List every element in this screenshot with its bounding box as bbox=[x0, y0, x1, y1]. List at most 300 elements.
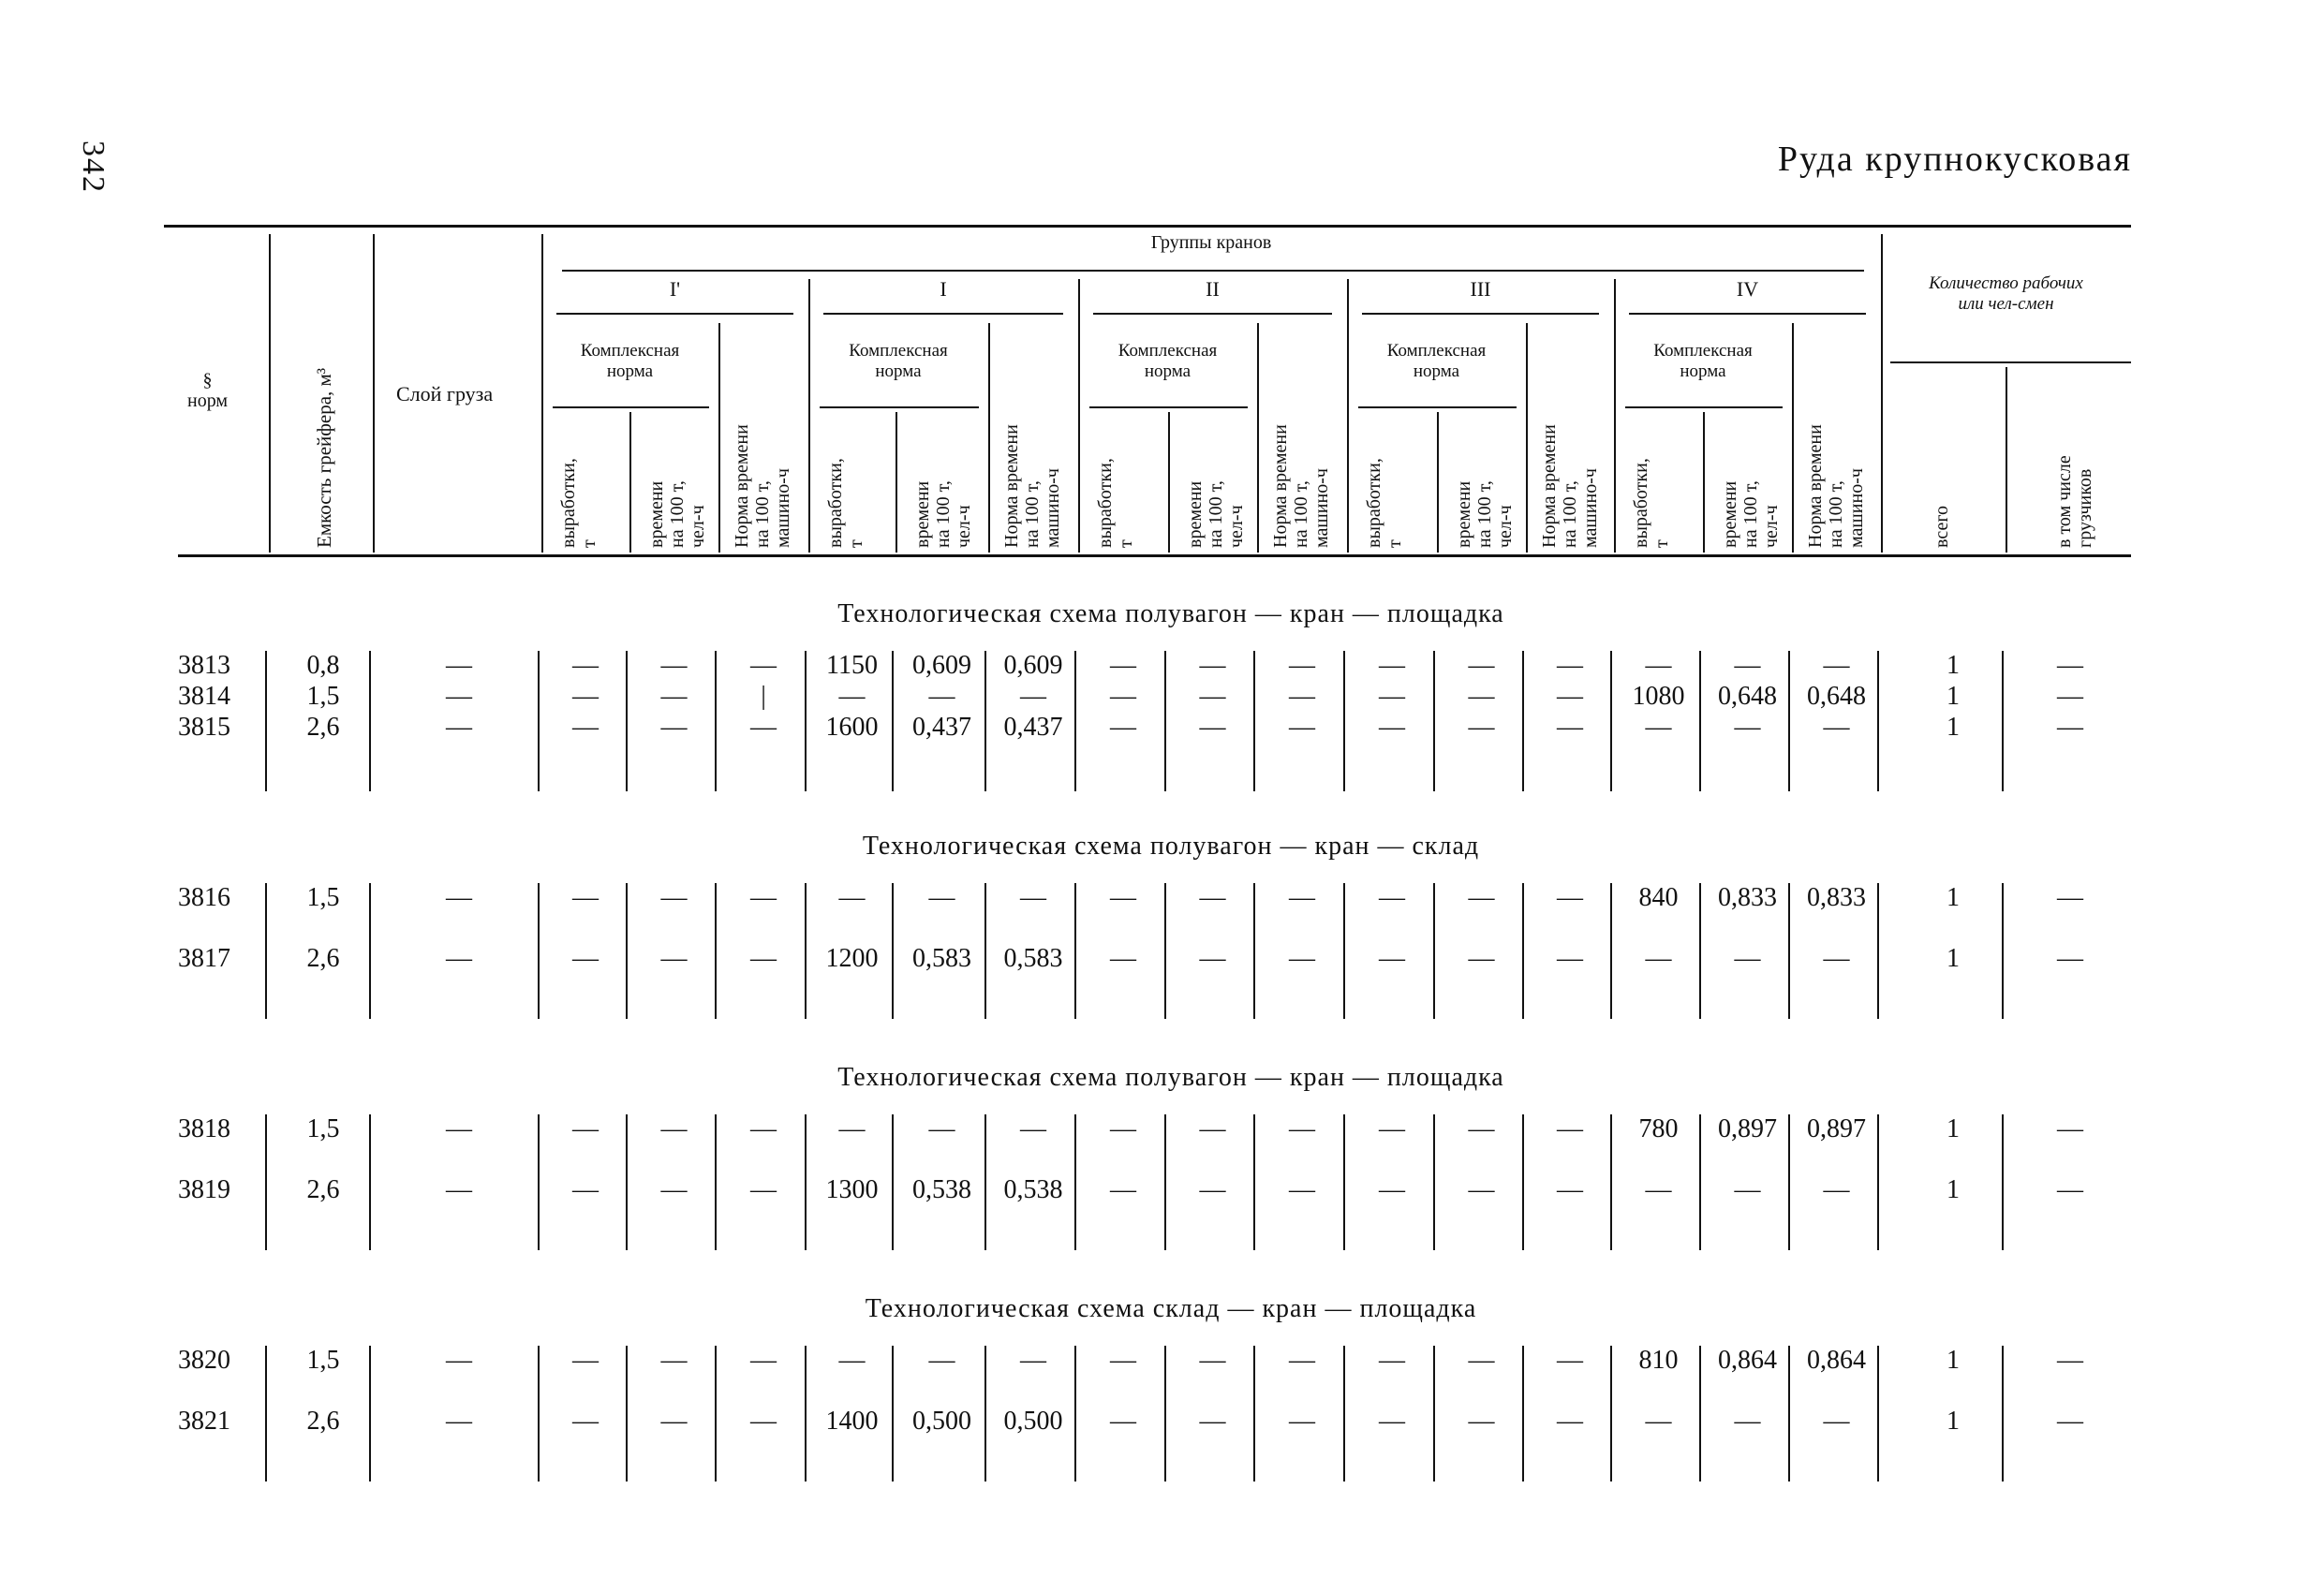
body-divider-2-13 bbox=[1522, 1114, 1524, 1250]
sub-time-2: времени на 100 т, чел-ч bbox=[1185, 480, 1247, 548]
table-cell: — bbox=[1110, 713, 1136, 742]
table-cell: — bbox=[1199, 944, 1226, 973]
header-divider-2 bbox=[541, 234, 543, 553]
grab-capacity: 2,6 bbox=[306, 713, 340, 742]
cargo-layer: — bbox=[446, 1346, 472, 1375]
table-cell: 0,897 bbox=[1718, 1114, 1777, 1143]
table-cell: — bbox=[1823, 1175, 1850, 1204]
groups-title: Группы кранов bbox=[1150, 232, 1272, 253]
table-cell: — bbox=[1379, 944, 1405, 973]
table-cell: — bbox=[1734, 1407, 1761, 1436]
table-cell: — bbox=[660, 944, 688, 973]
table-cell: — bbox=[1557, 883, 1583, 912]
body-divider-0-18 bbox=[2002, 651, 2004, 791]
table-cell: 810 bbox=[1638, 1346, 1679, 1375]
workers-loaders: — bbox=[2057, 1346, 2083, 1375]
sub-machine-1: Норма времени на 100 т, машино-ч bbox=[1001, 424, 1063, 548]
table-cell: 0,583 bbox=[1003, 944, 1063, 973]
body-divider-3-11 bbox=[1343, 1346, 1345, 1481]
body-divider-3-4 bbox=[715, 1346, 717, 1481]
sub-divider-2 bbox=[1168, 412, 1170, 553]
workers-loaders: — bbox=[2057, 651, 2083, 680]
sub-machine-2: Норма времени на 100 т, машино-ч bbox=[1270, 424, 1332, 548]
table-cell: — bbox=[660, 651, 688, 680]
table-cell: — bbox=[1199, 1407, 1226, 1436]
sub-output-0: выработки, т bbox=[558, 458, 600, 548]
body-divider-2-2 bbox=[538, 1114, 540, 1250]
header-divider-0 bbox=[269, 234, 271, 553]
header-divider-1 bbox=[373, 234, 375, 553]
sub-output-2: выработки, т bbox=[1095, 458, 1136, 548]
group-rule-1 bbox=[823, 313, 1063, 315]
cargo-layer: — bbox=[446, 1407, 472, 1436]
table-cell: — bbox=[572, 682, 599, 711]
table-cell: — bbox=[1289, 651, 1315, 680]
table-cell: — bbox=[1020, 883, 1046, 912]
complex-norm-rule-2 bbox=[1089, 406, 1248, 408]
body-divider-0-9 bbox=[1164, 651, 1166, 791]
workers-loaders: — bbox=[2057, 883, 2083, 912]
header-grab: Емкость грейфера, м³ bbox=[313, 367, 335, 548]
body-divider-1-16 bbox=[1788, 883, 1790, 1019]
body-divider-2-12 bbox=[1433, 1114, 1435, 1250]
body-divider-0-10 bbox=[1253, 651, 1255, 791]
sub-output-3: выработки, т bbox=[1364, 458, 1405, 548]
complex-norm-label-2: Комплексная норма bbox=[1118, 341, 1218, 381]
complex-norm-divider-0 bbox=[718, 323, 720, 553]
table-cell: — bbox=[1468, 682, 1495, 711]
table-top-rule bbox=[164, 225, 2131, 228]
table-cell: — bbox=[1734, 944, 1761, 973]
workers-loaders: — bbox=[2057, 682, 2083, 711]
workers-title-rule bbox=[1890, 361, 2131, 363]
table-cell: — bbox=[750, 944, 777, 973]
body-divider-2-5 bbox=[805, 1114, 807, 1250]
group-label-4: IV bbox=[1736, 277, 1759, 301]
body-divider-3-13 bbox=[1522, 1346, 1524, 1481]
table-cell: — bbox=[928, 682, 955, 711]
table-cell: — bbox=[1468, 1114, 1495, 1143]
norm-number: 3816 bbox=[178, 883, 230, 912]
body-divider-2-11 bbox=[1343, 1114, 1345, 1250]
sub-machine-3: Норма времени на 100 т, машино-ч bbox=[1539, 424, 1601, 548]
grab-capacity: 1,5 bbox=[306, 883, 340, 912]
complex-norm-label-1: Комплексная норма bbox=[849, 341, 948, 381]
table-cell: 0,648 bbox=[1718, 682, 1777, 711]
grab-capacity: 1,5 bbox=[306, 1114, 340, 1143]
table-cell: — bbox=[660, 883, 688, 912]
sub-divider-0 bbox=[629, 412, 631, 553]
body-divider-1-0 bbox=[265, 883, 267, 1019]
table-cell: — bbox=[1823, 1407, 1850, 1436]
body-divider-0-14 bbox=[1610, 651, 1612, 791]
table-cell: — bbox=[1645, 1407, 1672, 1436]
table-cell: — bbox=[928, 1114, 955, 1143]
table-cell: 0,500 bbox=[912, 1407, 971, 1436]
body-divider-3-0 bbox=[265, 1346, 267, 1481]
body-divider-1-12 bbox=[1433, 883, 1435, 1019]
body-divider-0-12 bbox=[1433, 651, 1435, 791]
group-label-3: III bbox=[1470, 277, 1491, 301]
table-cell: — bbox=[1379, 883, 1405, 912]
cargo-layer: — bbox=[446, 883, 472, 912]
body-divider-2-6 bbox=[892, 1114, 894, 1250]
sub-output-1: выработки, т bbox=[825, 458, 866, 548]
body-divider-0-2 bbox=[538, 651, 540, 791]
table-cell: — bbox=[1379, 682, 1405, 711]
table-cell: 0,609 bbox=[1003, 651, 1063, 680]
table-cell: — bbox=[1645, 944, 1672, 973]
cargo-layer: — bbox=[446, 682, 472, 711]
sub-time-4: времени на 100 т, чел-ч bbox=[1720, 480, 1782, 548]
body-divider-3-1 bbox=[369, 1346, 371, 1481]
table-cell: — bbox=[1379, 1175, 1405, 1204]
grab-capacity: 2,6 bbox=[306, 1175, 340, 1204]
table-cell: — bbox=[1289, 1346, 1315, 1375]
group-label-1: I bbox=[940, 277, 947, 301]
page-number: 342 bbox=[76, 140, 111, 194]
table-cell: — bbox=[750, 1175, 777, 1204]
table-cell: — bbox=[572, 1114, 599, 1143]
sub-divider-4 bbox=[1703, 412, 1705, 553]
table-cell: — bbox=[1020, 1114, 1046, 1143]
body-divider-2-1 bbox=[369, 1114, 371, 1250]
workers-loaders: — bbox=[2057, 1175, 2083, 1204]
table-cell: 0,833 bbox=[1718, 883, 1777, 912]
body-divider-1-7 bbox=[984, 883, 986, 1019]
group-divider-1 bbox=[808, 279, 810, 553]
workers-loaders: — bbox=[2057, 713, 2083, 742]
table-cell: — bbox=[1199, 1346, 1226, 1375]
table-cell: — bbox=[838, 883, 866, 912]
table-cell: — bbox=[572, 1346, 599, 1375]
table-cell: — bbox=[750, 883, 777, 912]
sub-machine-0: Норма времени на 100 т, машино-ч bbox=[732, 424, 793, 548]
header-workers: Количество рабочих или чел-смен bbox=[1929, 273, 2083, 314]
body-divider-0-5 bbox=[805, 651, 807, 791]
body-divider-1-5 bbox=[805, 883, 807, 1019]
workers-total: 1 bbox=[1947, 1346, 1960, 1375]
grab-capacity: 1,5 bbox=[306, 1346, 340, 1375]
table-cell: 1080 bbox=[1632, 682, 1685, 711]
sub-time-1: времени на 100 т, чел-ч bbox=[912, 480, 974, 548]
table-cell: — bbox=[1734, 713, 1761, 742]
groups-title-rule bbox=[562, 270, 1864, 272]
table-cell: — bbox=[1468, 1407, 1495, 1436]
body-divider-2-14 bbox=[1610, 1114, 1612, 1250]
workers-total: 1 bbox=[1947, 1407, 1960, 1436]
cargo-layer: — bbox=[446, 651, 472, 680]
body-divider-1-10 bbox=[1253, 883, 1255, 1019]
group-divider-4 bbox=[1614, 279, 1616, 553]
body-divider-2-10 bbox=[1253, 1114, 1255, 1250]
body-divider-3-3 bbox=[626, 1346, 628, 1481]
body-divider-0-16 bbox=[1788, 651, 1790, 791]
body-divider-0-0 bbox=[265, 651, 267, 791]
body-divider-3-8 bbox=[1074, 1346, 1076, 1481]
table-cell: 1400 bbox=[825, 1407, 879, 1436]
table-cell: — bbox=[660, 713, 688, 742]
body-divider-3-18 bbox=[2002, 1346, 2004, 1481]
group-rule-2 bbox=[1093, 313, 1332, 315]
table-cell: 0,500 bbox=[1003, 1407, 1063, 1436]
cargo-layer: — bbox=[446, 1175, 472, 1204]
body-divider-2-0 bbox=[265, 1114, 267, 1250]
header-layer: Слой груза bbox=[396, 382, 494, 405]
table-cell: 0,538 bbox=[1003, 1175, 1063, 1204]
body-divider-3-2 bbox=[538, 1346, 540, 1481]
table-cell: — bbox=[1468, 651, 1495, 680]
table-cell: 1200 bbox=[825, 944, 879, 973]
table-cell: — bbox=[1379, 713, 1405, 742]
body-divider-0-11 bbox=[1343, 651, 1345, 791]
table-cell: — bbox=[1557, 944, 1583, 973]
body-divider-1-2 bbox=[538, 883, 540, 1019]
table-cell: — bbox=[1289, 1114, 1315, 1143]
table-cell: — bbox=[1110, 682, 1136, 711]
complex-norm-label-3: Комплексная норма bbox=[1386, 341, 1487, 381]
body-divider-1-8 bbox=[1074, 883, 1076, 1019]
section-title-3: Технологическая схема склад — кран — площадка bbox=[865, 1294, 1477, 1323]
table-cell: — bbox=[572, 713, 599, 742]
body-divider-3-15 bbox=[1699, 1346, 1701, 1481]
workers-total: 1 bbox=[1947, 1114, 1960, 1143]
body-divider-1-14 bbox=[1610, 883, 1612, 1019]
table-cell: — bbox=[1289, 944, 1315, 973]
norm-number: 3820 bbox=[178, 1346, 230, 1375]
workers-loaders: — bbox=[2057, 1407, 2083, 1436]
group-divider-2 bbox=[1078, 279, 1080, 553]
body-divider-1-6 bbox=[892, 883, 894, 1019]
table-cell: 840 bbox=[1638, 883, 1679, 912]
table-cell: — bbox=[1557, 713, 1583, 742]
table-cell: — bbox=[1110, 1346, 1136, 1375]
table-cell: — bbox=[1110, 1407, 1136, 1436]
body-divider-1-3 bbox=[626, 883, 628, 1019]
norm-number: 3813 bbox=[178, 651, 230, 680]
table-cell: — bbox=[1110, 883, 1136, 912]
body-divider-3-7 bbox=[984, 1346, 986, 1481]
table-cell: 0,583 bbox=[912, 944, 971, 973]
body-divider-2-18 bbox=[2002, 1114, 2004, 1250]
group-label-2: II bbox=[1206, 277, 1220, 301]
group-rule-0 bbox=[556, 313, 793, 315]
body-divider-3-12 bbox=[1433, 1346, 1435, 1481]
table-cell: — bbox=[1557, 1175, 1583, 1204]
table-cell: 780 bbox=[1638, 1114, 1679, 1143]
workers-loaders: — bbox=[2057, 1114, 2083, 1143]
header-divider-3 bbox=[1881, 234, 1883, 553]
body-divider-0-15 bbox=[1699, 651, 1701, 791]
norm-number: 3814 bbox=[178, 682, 230, 711]
table-cell: — bbox=[1289, 883, 1315, 912]
workers-total: 1 bbox=[1947, 944, 1960, 973]
body-divider-1-4 bbox=[715, 883, 717, 1019]
table-cell: — bbox=[572, 651, 599, 680]
table-cell: — bbox=[1734, 651, 1761, 680]
cargo-layer: — bbox=[446, 1114, 472, 1143]
table-cell: — bbox=[1823, 713, 1850, 742]
table-cell: 0,609 bbox=[912, 651, 971, 680]
body-divider-0-4 bbox=[715, 651, 717, 791]
table-cell: 0,833 bbox=[1807, 883, 1866, 912]
workers-total: 1 bbox=[1947, 682, 1960, 711]
table-cell: — bbox=[572, 1407, 599, 1436]
table-cell: — bbox=[1199, 1114, 1226, 1143]
table-cell: — bbox=[1557, 651, 1583, 680]
complex-norm-rule-0 bbox=[553, 406, 709, 408]
body-divider-0-6 bbox=[892, 651, 894, 791]
table-cell: — bbox=[1468, 1175, 1495, 1204]
body-divider-2-9 bbox=[1164, 1114, 1166, 1250]
body-divider-3-14 bbox=[1610, 1346, 1612, 1481]
table-cell: — bbox=[1379, 1346, 1405, 1375]
table-cell: — bbox=[750, 1114, 777, 1143]
norm-number: 3817 bbox=[178, 944, 230, 973]
workers-total: 1 bbox=[1947, 651, 1960, 680]
table-cell: — bbox=[838, 1346, 866, 1375]
table-cell: 0,538 bbox=[912, 1175, 971, 1204]
grab-capacity: 1,5 bbox=[306, 682, 340, 711]
grab-capacity: 2,6 bbox=[306, 1407, 340, 1436]
body-divider-2-4 bbox=[715, 1114, 717, 1250]
table-cell: — bbox=[572, 1175, 599, 1204]
table-cell: — bbox=[1734, 1175, 1761, 1204]
cargo-layer: — bbox=[446, 944, 472, 973]
body-divider-2-7 bbox=[984, 1114, 986, 1250]
table-cell: — bbox=[1557, 682, 1583, 711]
table-cell: — bbox=[750, 1407, 777, 1436]
table-cell: — bbox=[1289, 1175, 1315, 1204]
table-cell: — bbox=[838, 1114, 866, 1143]
table-cell: — bbox=[1289, 1407, 1315, 1436]
body-divider-1-11 bbox=[1343, 883, 1345, 1019]
workers-total: 1 bbox=[1947, 713, 1960, 742]
norm-number: 3815 bbox=[178, 713, 230, 742]
table-cell: 1150 bbox=[826, 651, 878, 680]
table-cell: — bbox=[1823, 944, 1850, 973]
table-cell: — bbox=[1645, 1175, 1672, 1204]
group-divider-3 bbox=[1347, 279, 1349, 553]
table-cell: — bbox=[1468, 713, 1495, 742]
table-cell: — bbox=[1289, 713, 1315, 742]
body-divider-1-9 bbox=[1164, 883, 1166, 1019]
norm-number: 3821 bbox=[178, 1407, 230, 1436]
sub-divider-1 bbox=[896, 412, 897, 553]
complex-norm-divider-4 bbox=[1792, 323, 1794, 553]
table-cell: — bbox=[660, 1175, 688, 1204]
section-title-2: Технологическая схема полувагон — кран — площадка bbox=[837, 1063, 1504, 1092]
body-divider-2-15 bbox=[1699, 1114, 1701, 1250]
table-cell: 0,648 bbox=[1807, 682, 1866, 711]
complex-norm-divider-2 bbox=[1257, 323, 1259, 553]
table-cell: — bbox=[928, 1346, 955, 1375]
complex-norm-rule-1 bbox=[820, 406, 979, 408]
header-divider-loaders bbox=[2006, 367, 2007, 553]
sub-output-4: выработки, т bbox=[1631, 458, 1672, 548]
body-divider-2-8 bbox=[1074, 1114, 1076, 1250]
table-cell: — bbox=[572, 944, 599, 973]
complex-norm-label-4: Комплексная норма bbox=[1653, 341, 1753, 381]
body-divider-3-10 bbox=[1253, 1346, 1255, 1481]
table-cell: — bbox=[750, 1346, 777, 1375]
header-norm: § норм bbox=[187, 370, 229, 411]
table-cell: — bbox=[1468, 944, 1495, 973]
table-cell: — bbox=[1020, 1346, 1046, 1375]
complex-norm-label-0: Комплексная норма bbox=[580, 341, 680, 381]
body-divider-0-7 bbox=[984, 651, 986, 791]
table-cell: — bbox=[1645, 651, 1672, 680]
complex-norm-rule-3 bbox=[1358, 406, 1517, 408]
table-cell: — bbox=[660, 1407, 688, 1436]
body-divider-0-13 bbox=[1522, 651, 1524, 791]
body-divider-1-15 bbox=[1699, 883, 1701, 1019]
complex-norm-divider-3 bbox=[1526, 323, 1528, 553]
table-cell: — bbox=[1199, 651, 1226, 680]
body-divider-2-3 bbox=[626, 1114, 628, 1250]
sub-machine-4: Норма времени на 100 т, машино-ч bbox=[1805, 424, 1867, 548]
body-divider-2-16 bbox=[1788, 1114, 1790, 1250]
table-cell: — bbox=[1199, 883, 1226, 912]
table-cell: — bbox=[1199, 1175, 1226, 1204]
table-cell: — bbox=[1199, 682, 1226, 711]
table-cell: — bbox=[838, 682, 866, 711]
body-divider-3-17 bbox=[1877, 1346, 1879, 1481]
body-divider-1-17 bbox=[1877, 883, 1879, 1019]
table-cell: — bbox=[1110, 1175, 1136, 1204]
body-divider-0-17 bbox=[1877, 651, 1879, 791]
table-cell: — bbox=[1289, 682, 1315, 711]
group-label-0: I' bbox=[669, 277, 681, 301]
table-cell: — bbox=[660, 1114, 688, 1143]
page-title: Руда крупнокусковая bbox=[1777, 140, 2132, 179]
section-title-1: Технологическая схема полувагон — кран — склад bbox=[862, 832, 1480, 861]
sub-time-0: времени на 100 т, чел-ч bbox=[646, 480, 708, 548]
table-cell: — bbox=[1468, 1346, 1495, 1375]
complex-norm-rule-4 bbox=[1625, 406, 1783, 408]
body-divider-3-5 bbox=[805, 1346, 807, 1481]
table-cell: — bbox=[1468, 883, 1495, 912]
table-cell: — bbox=[750, 713, 777, 742]
header-workers-loaders: в том числе грузчиков bbox=[2054, 455, 2095, 548]
grab-capacity: 2,6 bbox=[306, 944, 340, 973]
table-cell: | bbox=[761, 682, 766, 711]
table-cell: — bbox=[572, 883, 599, 912]
section-title-0: Технологическая схема полувагон — кран — площадка bbox=[837, 599, 1504, 628]
body-divider-2-17 bbox=[1877, 1114, 1879, 1250]
body-divider-0-3 bbox=[626, 651, 628, 791]
workers-loaders: — bbox=[2057, 944, 2083, 973]
group-rule-3 bbox=[1362, 313, 1599, 315]
body-divider-0-8 bbox=[1074, 651, 1076, 791]
complex-norm-divider-1 bbox=[988, 323, 990, 553]
sub-divider-3 bbox=[1437, 412, 1439, 553]
norm-number: 3819 bbox=[178, 1175, 230, 1204]
table-cell: — bbox=[1823, 651, 1850, 680]
table-cell: — bbox=[1645, 713, 1672, 742]
cargo-layer: — bbox=[446, 713, 472, 742]
table-cell: — bbox=[928, 883, 955, 912]
workers-total: 1 bbox=[1947, 1175, 1960, 1204]
workers-total: 1 bbox=[1947, 883, 1960, 912]
grab-capacity: 0,8 bbox=[306, 651, 340, 680]
table-cell: 0,864 bbox=[1718, 1346, 1777, 1375]
header-workers-total: всего bbox=[1932, 505, 1952, 548]
table-cell: — bbox=[1110, 651, 1136, 680]
body-divider-1-1 bbox=[369, 883, 371, 1019]
table-cell: — bbox=[1557, 1346, 1583, 1375]
sub-time-3: времени на 100 т, чел-ч bbox=[1454, 480, 1516, 548]
